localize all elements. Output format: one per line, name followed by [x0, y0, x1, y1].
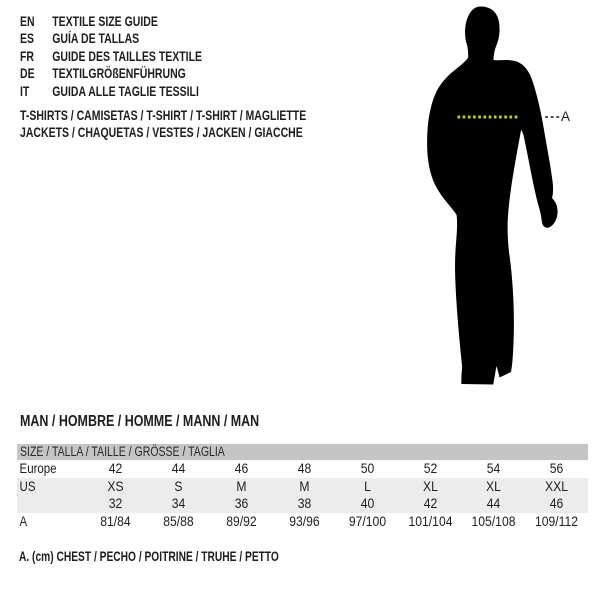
- language-item: [20, 83, 202, 100]
- table-cell: 105/108: [471, 513, 516, 529]
- category-line-jackets: JACKETS / CHAQUETAS / VESTES / JACKEN / GIACCHE: [20, 123, 303, 140]
- footnote-chest-measure: A. (cm) CHEST / PECHO / POITRINE / TRUHE / PETTO: [19, 548, 279, 564]
- language-code: IT: [20, 82, 30, 99]
- table-cell: 89/92: [226, 513, 257, 529]
- category-lines: [20, 107, 402, 140]
- table-cell: 54: [486, 461, 501, 477]
- language-code: FR: [20, 47, 35, 64]
- table-row-numeric: [17, 495, 588, 513]
- table-cell: 36: [234, 496, 249, 512]
- language-item: [20, 13, 202, 30]
- row-label: A: [19, 513, 28, 529]
- language-item: [20, 30, 202, 47]
- table-cell: M: [236, 478, 247, 494]
- table-cell: L: [364, 478, 371, 494]
- man-silhouette: [405, 0, 580, 400]
- table-cell: 56: [549, 461, 564, 477]
- table-row-us: [17, 478, 588, 496]
- language-item: [20, 48, 202, 65]
- language-code: DE: [20, 65, 35, 82]
- table-cell: 93/96: [289, 513, 320, 529]
- table-cell: 32: [108, 496, 123, 512]
- table-row-chest-cm: [17, 513, 588, 531]
- table-cell: XL: [486, 478, 501, 494]
- language-label: GUÍA DE TALLAS: [52, 30, 140, 47]
- table-cell: 52: [423, 461, 438, 477]
- table-cell: 40: [360, 496, 375, 512]
- table-cell: 44: [171, 461, 186, 477]
- language-label: TEXTILE SIZE GUIDE: [52, 13, 158, 29]
- table-cell: XS: [107, 478, 124, 494]
- language-item: [20, 65, 202, 82]
- language-label: TEXTILGRÖßENFÜHRUNG: [52, 65, 186, 82]
- language-code: EN: [20, 13, 35, 29]
- size-table-header: [17, 444, 588, 460]
- table-cell: M: [299, 478, 310, 494]
- table-cell: S: [174, 478, 183, 494]
- language-label: GUIDE DES TAILLES TEXTILE: [52, 47, 202, 64]
- table-cell: 48: [297, 461, 312, 477]
- table-cell: 34: [171, 496, 186, 512]
- table-cell: 46: [549, 496, 564, 512]
- language-label: GUIDA ALLE TAGLIE TESSILI: [52, 82, 199, 99]
- table-cell: XL: [423, 478, 438, 494]
- table-cell: 42: [423, 496, 438, 512]
- measure-label-a: A: [561, 109, 571, 124]
- table-cell: XXL: [545, 478, 568, 494]
- table-cell: 85/88: [163, 513, 194, 529]
- table-row-europe: [17, 460, 588, 478]
- size-table: [17, 444, 588, 530]
- man-silhouette-shape: [427, 7, 557, 385]
- language-code: ES: [20, 30, 35, 47]
- table-cell: 101/104: [408, 513, 453, 529]
- row-label: Europe: [19, 461, 57, 477]
- table-cell: 97/100: [348, 513, 387, 529]
- table-cell: 109/112: [534, 513, 579, 529]
- section-title: MAN / HOMBRE / HOMME / MANN / MAN: [20, 413, 260, 430]
- row-label: US: [19, 478, 36, 494]
- table-cell: 81/84: [100, 513, 131, 529]
- table-cell: 44: [486, 496, 501, 512]
- table-cell: 38: [297, 496, 312, 512]
- table-cell: 50: [360, 461, 375, 477]
- size-table-header-label: SIZE / TALLA / TAILLE / GRÖSSE / TAGLIA: [20, 444, 225, 459]
- language-list: [20, 13, 263, 100]
- table-cell: 42: [108, 461, 123, 477]
- category-line-tshirts: T-SHIRTS / CAMISETAS / T-SHIRT / T-SHIRT / MAGLIETTE: [20, 107, 307, 123]
- table-cell: 46: [234, 461, 249, 477]
